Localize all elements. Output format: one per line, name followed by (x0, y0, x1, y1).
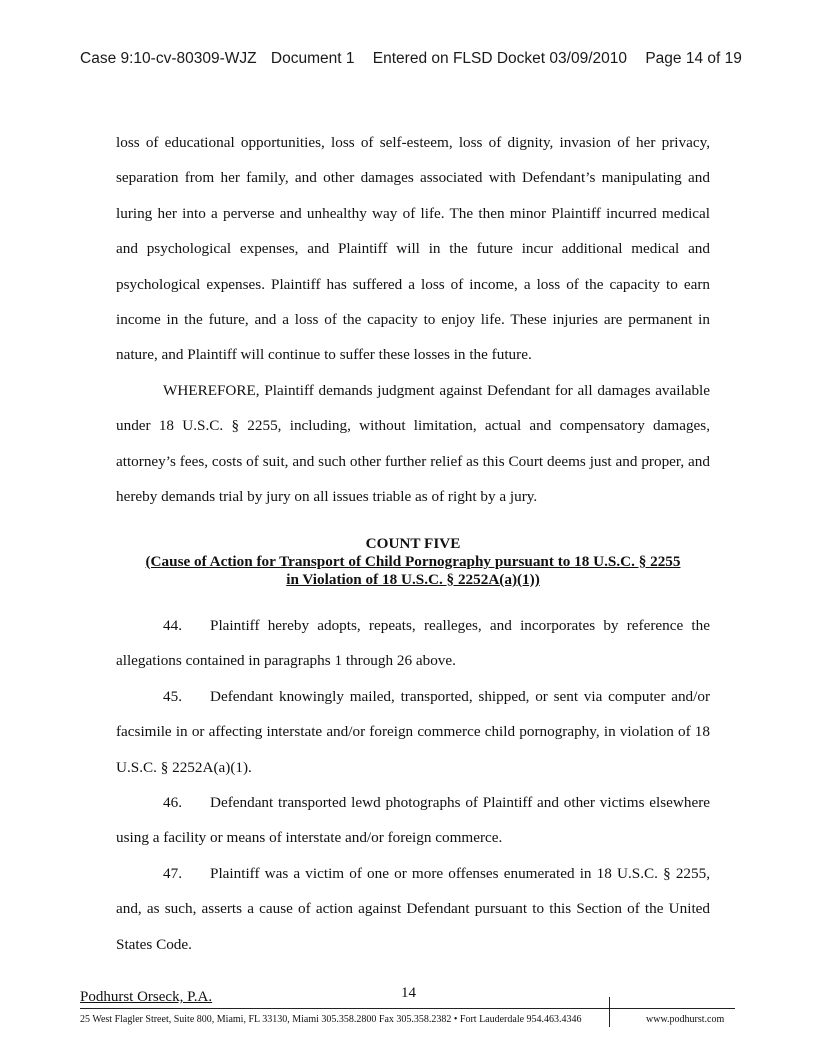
paragraph-45 (116, 679, 710, 785)
paragraph-number: 44. (163, 617, 182, 634)
paragraph-number: 46. (163, 794, 182, 812)
count-title: COUNT FIVE (365, 535, 461, 552)
paragraph-text: Defendant knowingly mailed, transported, shipped, or sent via computer and/or facsimile in or affecting interstate and/or foreign commerce child pornography, in violation of 18 U.S.C. § 2252A(a)(1). (116, 687, 710, 776)
footer-website: www.podhurst.com (646, 1014, 725, 1025)
continued-section (116, 125, 710, 514)
paragraph-44 (116, 608, 710, 679)
wherefore-paragraph: WHEREFORE, Plaintiff demands judgment against Defendant for all damages available under 18 U.S.C. § 2255, including, without limitation, actual and compensatory damages, attorney’s fees, costs of suit, and such other further relief as this Court deems just and proper, and hereby demands trial by jury on all issues triable as of right by a jury. (116, 381, 710, 506)
count-subtitle-line2: in Violation of 18 U.S.C. § 2252A(a)(1)) (286, 571, 540, 588)
paragraph-text: Plaintiff hereby adopts, repeats, realleges, and incorporates by reference the allegations contained in paragraphs 1 through 26 above. (116, 617, 710, 670)
case-number: Case 9:10-cv-80309-WJZ (80, 50, 257, 67)
paragraph-text: Plaintiff was a victim of one or more offenses enumerated in 18 U.S.C. § 2255, and, as such, asserts a cause of action against Defendant pursuant to this Section of the United States Code. (116, 864, 710, 953)
count-heading (116, 535, 710, 589)
page-number: 14 (401, 985, 416, 1001)
page-indicator: Page 14 of 19 (645, 50, 742, 67)
footer-divider (80, 1008, 735, 1009)
docket-entry: Entered on FLSD Docket 03/09/2010 (372, 50, 627, 67)
count-paragraphs (116, 608, 710, 962)
footer-firm-name: Podhurst Orseck, P.A. (80, 989, 213, 1005)
paragraph-46 (116, 785, 710, 856)
document-number: Document 1 (270, 50, 355, 67)
paragraph-number: 47. (163, 864, 182, 882)
paragraph-text: Defendant transported lewd photographs of Plaintiff and other victims elsewhere using a facility or means of interstate and/or foreign commerce. (116, 794, 710, 847)
docket-header (80, 50, 752, 68)
footer-address: 25 West Flagler Street, Suite 800, Miami, FL 33130, Miami 305.358.2800 Fax 305.358.2382 • Fort Lauderdale 954.463.4346 (80, 1014, 582, 1025)
continued-paragraph: loss of educational opportunities, loss of self-esteem, loss of dignity, invasion of her privacy, separation from her family, and other damages associated with Defendant’s manipulating and luring her into a perverse and unhealthy way of life. The then minor Plaintiff incurred medical and psychological expenses, and Plaintiff will in the future incur additional medical and psychological expenses. Plaintiff has suffered a loss of income, a loss of the capacity to earn income in the future, and a loss of the capacity to enjoy life. These injuries are permanent in nature, and Plaintiff will continue to suffer these losses in the future. (116, 134, 710, 364)
footer-vertical-divider (609, 997, 610, 1027)
count-subtitle-line1: (Cause of Action for Transport of Child Pornography pursuant to 18 U.S.C. § 2255 (145, 553, 681, 570)
paragraph-47 (116, 856, 710, 962)
paragraph-number: 45. (163, 687, 182, 705)
